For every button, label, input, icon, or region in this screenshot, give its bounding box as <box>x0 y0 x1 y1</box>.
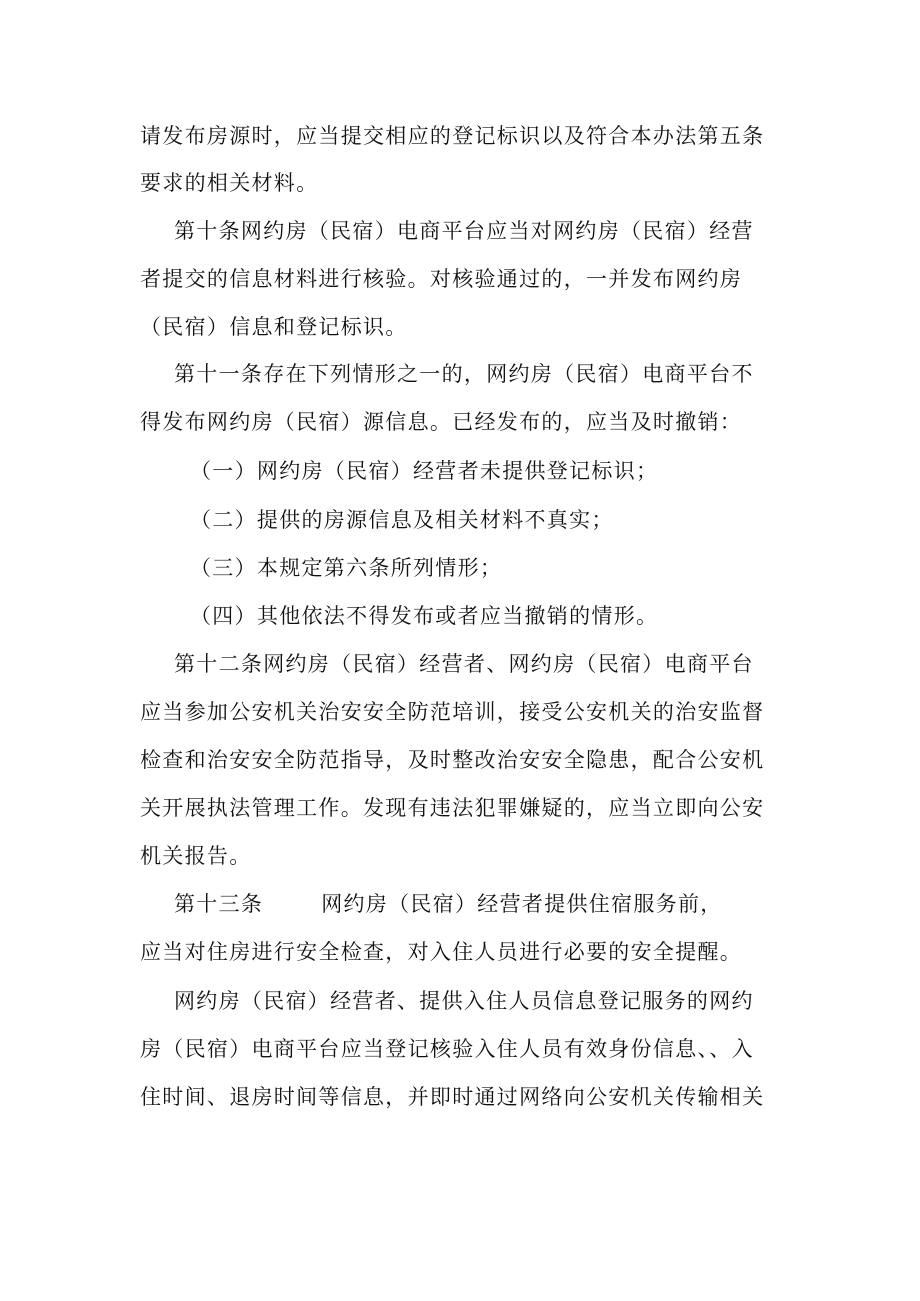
paragraph-line: 请发布房源时，应当提交相应的登记标识以及符合本办法第五条 <box>140 124 765 148</box>
list-item: （二）提供的房源信息及相关材料不真实； <box>190 508 614 532</box>
paragraph-line: 网约房（民宿）经营者、提供入住人员信息登记服务的网约 <box>174 989 754 1013</box>
article-13-label: 第十三条 <box>174 892 264 916</box>
paragraph-line: 应当对住房进行安全检查，对入住人员进行必要的安全提醒。 <box>140 940 743 964</box>
paragraph-line: 应当参加公安机关治安安全防范培训，接受公安机关的治安监督 <box>140 700 765 724</box>
article-12-heading: 第十二条网约房（民宿）经营者、网约房（民宿）电商平台 <box>174 652 754 676</box>
list-item: （四）其他依法不得发布或者应当撤销的情形。 <box>190 604 659 628</box>
paragraph-line: 机关报告。 <box>140 844 252 868</box>
paragraph-line: 关开展执法管理工作。发现有违法犯罪嫌疑的，应当立即向公安 <box>140 796 765 820</box>
article-11-heading: 第十一条存在下列情形之一的，网约房（民宿）电商平台不 <box>174 362 754 386</box>
list-item: （三）本规定第六条所列情形； <box>190 556 503 580</box>
paragraph-line: （民宿）信息和登记标识。 <box>140 315 408 339</box>
paragraph-line: 住时间、退房时间等信息，并即时通过网络向公安机关传输相关 <box>140 1085 765 1109</box>
article-13-text: 网约房（民宿）经营者提供住宿服务前， <box>321 892 723 916</box>
paragraph-line: 房（民宿）电商平台应当登记核验入住人员有效身份信息、、入 <box>140 1037 754 1061</box>
paragraph-line: 者提交的信息材料进行核验。对核验通过的，一并发布网约房 <box>140 267 743 291</box>
article-13-heading <box>174 889 824 919</box>
paragraph-line: 检查和治安安全防范指导，及时整改治安安全隐患，配合公安机 <box>140 748 765 772</box>
paragraph-line: 要求的相关材料。 <box>140 171 319 195</box>
list-item: （一）网约房（民宿）经营者未提供登记标识； <box>190 459 659 483</box>
article-10-heading: 第十条网约房（民宿）电商平台应当对网约房（民宿）经营 <box>174 219 754 243</box>
paragraph-line: 得发布网约房（民宿）源信息。已经发布的，应当及时撤销： <box>140 410 743 434</box>
